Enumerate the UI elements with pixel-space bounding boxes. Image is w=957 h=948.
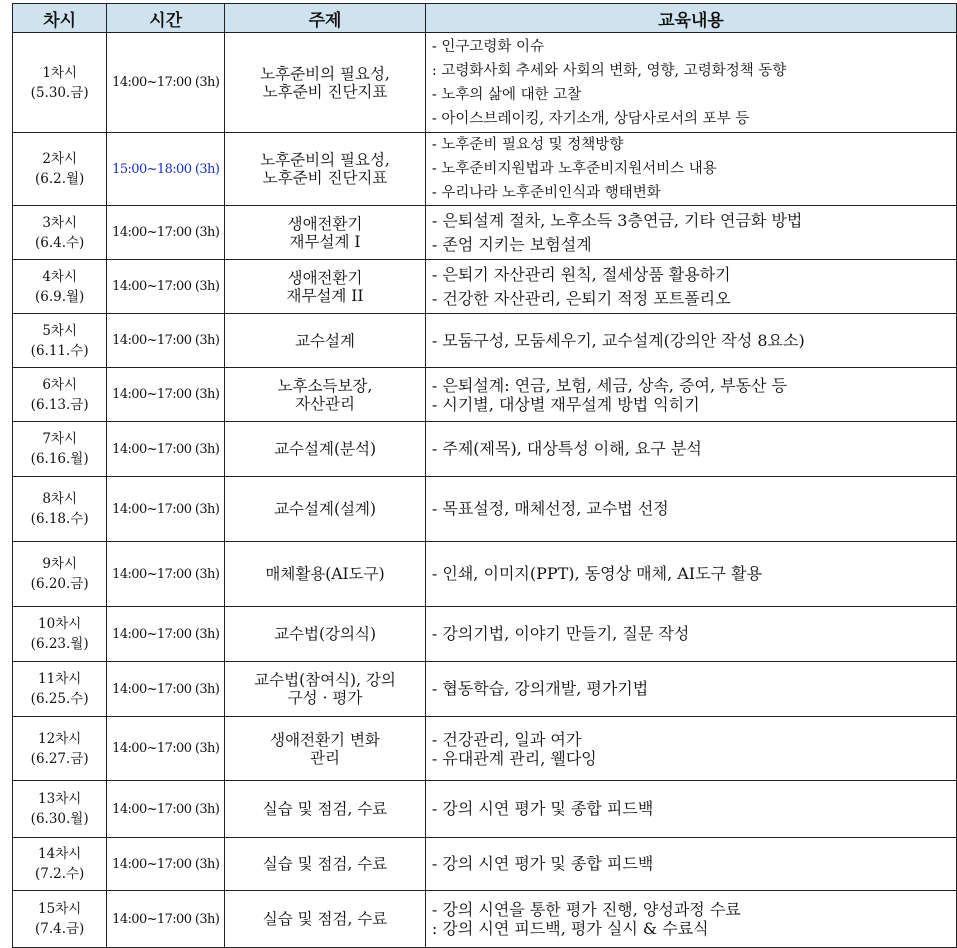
table-row <box>13 477 957 542</box>
schedule-body <box>13 33 957 948</box>
topic-cell <box>225 422 426 477</box>
topic-line: 노후준비 진단지표 <box>262 82 388 101</box>
topic-line: 관리 <box>310 748 340 767</box>
content-cell <box>425 477 956 542</box>
topic-line: 노후준비의 필요성, <box>260 151 390 169</box>
session-number: 4차시 <box>42 268 77 285</box>
table-row <box>13 891 957 948</box>
session-date: (6.4.수) <box>34 234 85 251</box>
time-cell: 14:00~17:00 (3h) <box>107 33 225 133</box>
content-line: - 인구고령화 이슈 <box>431 38 545 55</box>
session-date: (6.9.월) <box>34 288 85 305</box>
topic-line: 교수설계(분석) <box>274 440 376 458</box>
table-row <box>13 838 957 891</box>
content-line: - 시기별, 대상별 재무설계 방법 익히기 <box>431 394 700 414</box>
table-row <box>13 781 957 838</box>
session-number: 9차시 <box>42 556 77 572</box>
topic-line: 교수설계 <box>295 331 355 350</box>
topic-line: 자산관리 <box>295 394 355 413</box>
time-cell: 14:00~17:00 (3h) <box>107 477 225 542</box>
content-line: - 강의 시연 평가 및 종합 피드백 <box>431 854 654 873</box>
content-line: - 목표설정, 매체선정, 교수법 선정 <box>431 499 669 518</box>
session-cell <box>13 477 107 542</box>
topic-cell <box>225 206 426 260</box>
content-line: - 강의 시연을 통한 평가 진행, 양성과정 수료 <box>431 900 741 919</box>
content-cell <box>425 838 956 891</box>
table-row <box>13 314 957 368</box>
topic-line: 실습 및 점검, 수료 <box>262 855 388 873</box>
topic-cell <box>225 662 426 717</box>
time-cell: 14:00~17:00 (3h) <box>107 206 225 260</box>
topic-line: 생애전환기 <box>287 268 363 287</box>
table-row <box>13 368 957 422</box>
topic-cell <box>225 368 426 422</box>
content-line: - 모둠구성, 모둠세우기, 교수설계(강의안 작성 8요소) <box>431 330 805 350</box>
content-line: - 협동학습, 강의개발, 평가기법 <box>431 679 649 698</box>
topic-line: 교수법(참여식), 강의 <box>254 671 396 689</box>
session-date: (7.2.수) <box>34 866 85 882</box>
time-cell: 14:00~17:00 (3h) <box>107 607 225 662</box>
topic-line: 노후준비 진단지표 <box>262 169 388 187</box>
topic-cell <box>225 477 426 542</box>
session-number: 10차시 <box>38 616 82 632</box>
content-line: - 인쇄, 이미지(PPT), 동영상 매체, AI도구 활용 <box>431 564 763 583</box>
table-row <box>13 542 957 607</box>
content-line: - 은퇴기 자산관리 원칙, 절세상품 활용하기 <box>431 264 731 284</box>
content-line: - 존엄 지키는 보험설계 <box>431 234 592 254</box>
session-date: (6.18.수) <box>30 511 89 527</box>
session-cell <box>13 133 107 206</box>
session-number: 3차시 <box>42 214 77 231</box>
time-cell: 14:00~17:00 (3h) <box>107 314 225 368</box>
session-number: 5차시 <box>42 322 77 339</box>
topic-line: 재무설계 I <box>289 232 361 251</box>
session-date: (6.2.월) <box>34 171 85 187</box>
topic-cell <box>225 260 426 314</box>
header-row <box>13 4 957 33</box>
session-date: (6.25.수) <box>30 691 89 707</box>
time-cell: 15:00~18:00 (3h) <box>107 133 225 206</box>
table-row <box>13 422 957 477</box>
time-cell: 14:00~17:00 (3h) <box>107 368 225 422</box>
content-line: - 건강한 자산관리, 은퇴기 적정 포트폴리오 <box>431 288 731 308</box>
session-cell <box>13 206 107 260</box>
session-date: (5.30.금) <box>30 84 89 101</box>
table-row <box>13 662 957 717</box>
content-line: : 강의 시연 피드백, 평가 실시 & 수료식 <box>431 919 709 938</box>
topic-cell <box>225 133 426 206</box>
content-line: - 노후준비지원법과 노후준비지원서비스 내용 <box>431 161 717 177</box>
topic-cell <box>225 717 426 781</box>
content-cell <box>425 781 956 838</box>
content-line: - 은퇴설계: 연금, 보험, 세금, 상속, 증여, 부동산 등 <box>431 375 788 395</box>
content-cell <box>425 662 956 717</box>
header-session: 차시 <box>13 4 107 33</box>
session-cell <box>13 838 107 891</box>
topic-cell <box>225 838 426 891</box>
content-cell <box>425 891 956 948</box>
session-number: 14차시 <box>38 846 82 862</box>
time-cell: 14:00~17:00 (3h) <box>107 260 225 314</box>
table-row <box>13 260 957 314</box>
topic-line: 생애전환기 변화 <box>270 730 380 749</box>
content-cell <box>425 314 956 368</box>
session-number: 8차시 <box>42 491 77 507</box>
session-cell <box>13 717 107 781</box>
session-cell <box>13 33 107 133</box>
session-cell <box>13 662 107 717</box>
topic-line: 실습 및 점검, 수료 <box>262 910 388 928</box>
session-cell <box>13 314 107 368</box>
content-cell <box>425 422 956 477</box>
session-cell <box>13 260 107 314</box>
session-number: 2차시 <box>42 151 77 167</box>
schedule-table <box>12 3 957 948</box>
session-cell <box>13 368 107 422</box>
content-cell <box>425 133 956 206</box>
session-number: 13차시 <box>38 791 82 807</box>
session-number: 11차시 <box>38 671 82 687</box>
time-cell: 14:00~17:00 (3h) <box>107 662 225 717</box>
header-content: 교육내용 <box>425 4 956 33</box>
session-cell <box>13 891 107 948</box>
table-row <box>13 206 957 260</box>
topic-line: 노후소득보장, <box>277 376 373 395</box>
session-date: (6.13.금) <box>30 396 89 413</box>
time-cell: 14:00~17:00 (3h) <box>107 717 225 781</box>
topic-cell <box>225 542 426 607</box>
header-time: 시간 <box>107 4 225 33</box>
session-number: 7차시 <box>42 431 77 447</box>
topic-cell <box>225 891 426 948</box>
time-cell: 14:00~17:00 (3h) <box>107 542 225 607</box>
session-number: 6차시 <box>42 376 77 393</box>
session-date: (7.4.금) <box>34 921 85 937</box>
content-cell <box>425 717 956 781</box>
header-topic: 주제 <box>225 4 426 33</box>
content-line: - 건강관리, 일과 여가 <box>431 729 582 749</box>
session-date: (6.30.월) <box>30 811 89 827</box>
table-row <box>13 607 957 662</box>
session-date: (6.16.월) <box>30 451 89 467</box>
content-cell <box>425 607 956 662</box>
table-row <box>13 717 957 781</box>
table-row <box>13 33 957 133</box>
session-date: (6.20.금) <box>30 576 89 592</box>
content-line: - 아이스브레이킹, 자기소개, 상담사로서의 포부 등 <box>431 110 750 127</box>
session-cell <box>13 422 107 477</box>
content-line: - 은퇴설계 절차, 노후소득 3층연금, 기타 연금화 방법 <box>431 210 803 230</box>
topic-line: 교수법(강의식) <box>274 625 376 643</box>
topic-line: 매체활용(AI도구) <box>265 565 385 583</box>
topic-line: 생애전환기 <box>287 214 363 233</box>
topic-line: 실습 및 점검, 수료 <box>262 800 388 818</box>
topic-line: 교수설계(설계) <box>274 500 376 518</box>
content-line: - 노후의 삶에 대한 고찰 <box>431 86 582 103</box>
topic-line: 구성 · 평가 <box>287 689 363 707</box>
topic-cell <box>225 781 426 838</box>
session-number: 12차시 <box>38 730 82 747</box>
topic-cell <box>225 607 426 662</box>
content-cell <box>425 33 956 133</box>
content-cell <box>425 542 956 607</box>
session-cell <box>13 781 107 838</box>
session-cell <box>13 542 107 607</box>
time-cell: 14:00~17:00 (3h) <box>107 781 225 838</box>
table-row <box>13 133 957 206</box>
session-date: (6.27.금) <box>30 750 89 767</box>
content-cell <box>425 260 956 314</box>
time-cell: 14:00~17:00 (3h) <box>107 838 225 891</box>
content-line: - 강의기법, 이야기 만들기, 질문 작성 <box>431 624 690 643</box>
time-cell: 14:00~17:00 (3h) <box>107 422 225 477</box>
content-line: - 유대관계 관리, 웰다잉 <box>431 748 597 768</box>
content-line: : 고령화사회 추세와 사회의 변화, 영향, 고령화정책 동향 <box>431 62 787 79</box>
time-cell: 14:00~17:00 (3h) <box>107 891 225 948</box>
topic-line: 재무설계 II <box>286 286 364 305</box>
content-cell <box>425 206 956 260</box>
content-line: - 우리나라 노후준비인식과 행태변화 <box>431 185 661 201</box>
topic-line: 노후준비의 필요성, <box>260 64 390 83</box>
topic-cell <box>225 33 426 133</box>
content-line: - 강의 시연 평가 및 종합 피드백 <box>431 799 654 818</box>
topic-cell <box>225 314 426 368</box>
session-number: 15차시 <box>38 901 82 917</box>
content-line: - 노후준비 필요성 및 정책방향 <box>431 137 624 153</box>
session-date: (6.11.수) <box>30 342 89 359</box>
content-cell <box>425 368 956 422</box>
session-date: (6.23.월) <box>30 636 89 652</box>
session-cell <box>13 607 107 662</box>
session-number: 1차시 <box>42 64 77 81</box>
content-line: - 주제(제목), 대상특성 이해, 요구 분석 <box>431 439 702 458</box>
